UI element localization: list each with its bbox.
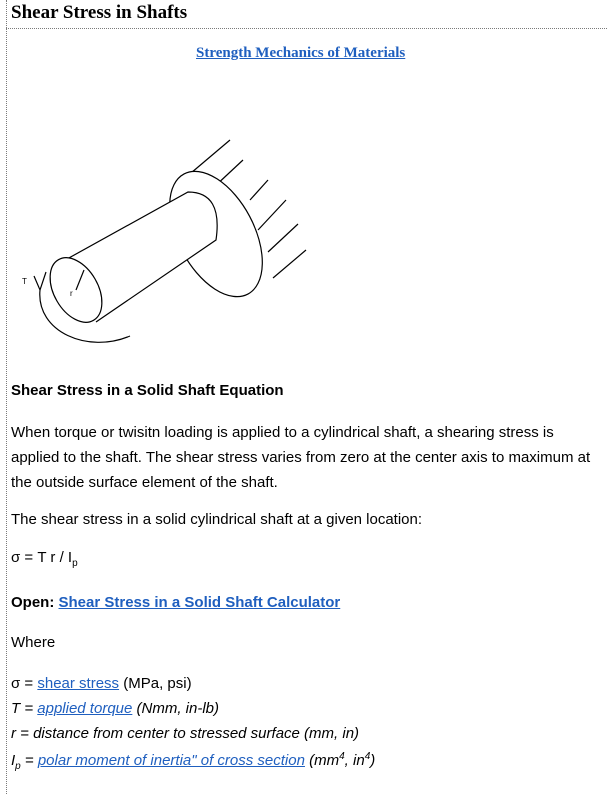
sigma-definition: [11, 675, 192, 693]
torque-symbol-text: T =: [11, 700, 38, 717]
inertia-units-open: (mm: [304, 752, 340, 769]
inertia-units-close: ): [370, 752, 376, 769]
inertia-exp-1: 4: [339, 751, 345, 762]
inertia-equals: =: [20, 752, 38, 769]
calculator-link[interactable]: Shear Stress in a Solid Shaft Calculator: [58, 594, 341, 611]
strength-mechanics-link[interactable]: Strength Mechanics of Materials: [196, 45, 406, 61]
open-label: Open:: [11, 594, 59, 611]
equation-main: σ = T r / I: [11, 549, 73, 566]
radius-definition: r = distance from center to stressed surface (mm, in): [11, 725, 360, 742]
radius-symbol: r: [70, 289, 73, 298]
torque-symbol: T: [22, 277, 27, 286]
location-paragraph: The shear stress in a solid cylindrical shaft at a given location:: [11, 511, 423, 528]
inertia-symbol: I: [11, 752, 16, 769]
sigma-symbol: σ =: [11, 675, 38, 692]
torque-units: (Nmm, in-lb): [132, 700, 220, 717]
where-label: Where: [11, 634, 56, 651]
polar-moment-link[interactable]: polar moment of inertia" of cross section: [37, 752, 305, 769]
torque-arrowhead: [34, 272, 46, 290]
wall-hatch-4: [258, 200, 286, 230]
wall-hatch-3: [250, 180, 268, 200]
inertia-subscript: p: [15, 761, 21, 772]
shear-stress-equation: [11, 549, 78, 567]
torque-definition: [11, 700, 219, 718]
intro-paragraph: When torque or twisitn loading is applied to a cylindrical shaft, a shearing stress is applied to the shaft. The shear stress varies from zero at the center axis to maximum at the outside surface element of the shaft.: [11, 424, 591, 491]
wall-hatch-6: [273, 250, 306, 278]
shear-stress-link[interactable]: shear stress: [37, 675, 120, 692]
equation-subscript: p: [72, 558, 78, 569]
open-calculator-line: [11, 594, 340, 612]
shaft-diagram: [18, 122, 318, 362]
section-heading: Shear Stress in a Solid Shaft Equation: [11, 382, 284, 399]
left-border: [6, 0, 7, 794]
title-divider: [6, 28, 607, 29]
inertia-exp-2: 4: [364, 751, 371, 762]
applied-torque-link[interactable]: applied torque: [37, 700, 133, 717]
page-title: Shear Stress in Shafts: [11, 2, 188, 23]
sigma-units: (MPa, psi): [119, 675, 192, 692]
inertia-units-mid: , in: [344, 752, 365, 769]
wall-hatch-5: [268, 224, 298, 252]
inertia-definition: [11, 752, 375, 770]
